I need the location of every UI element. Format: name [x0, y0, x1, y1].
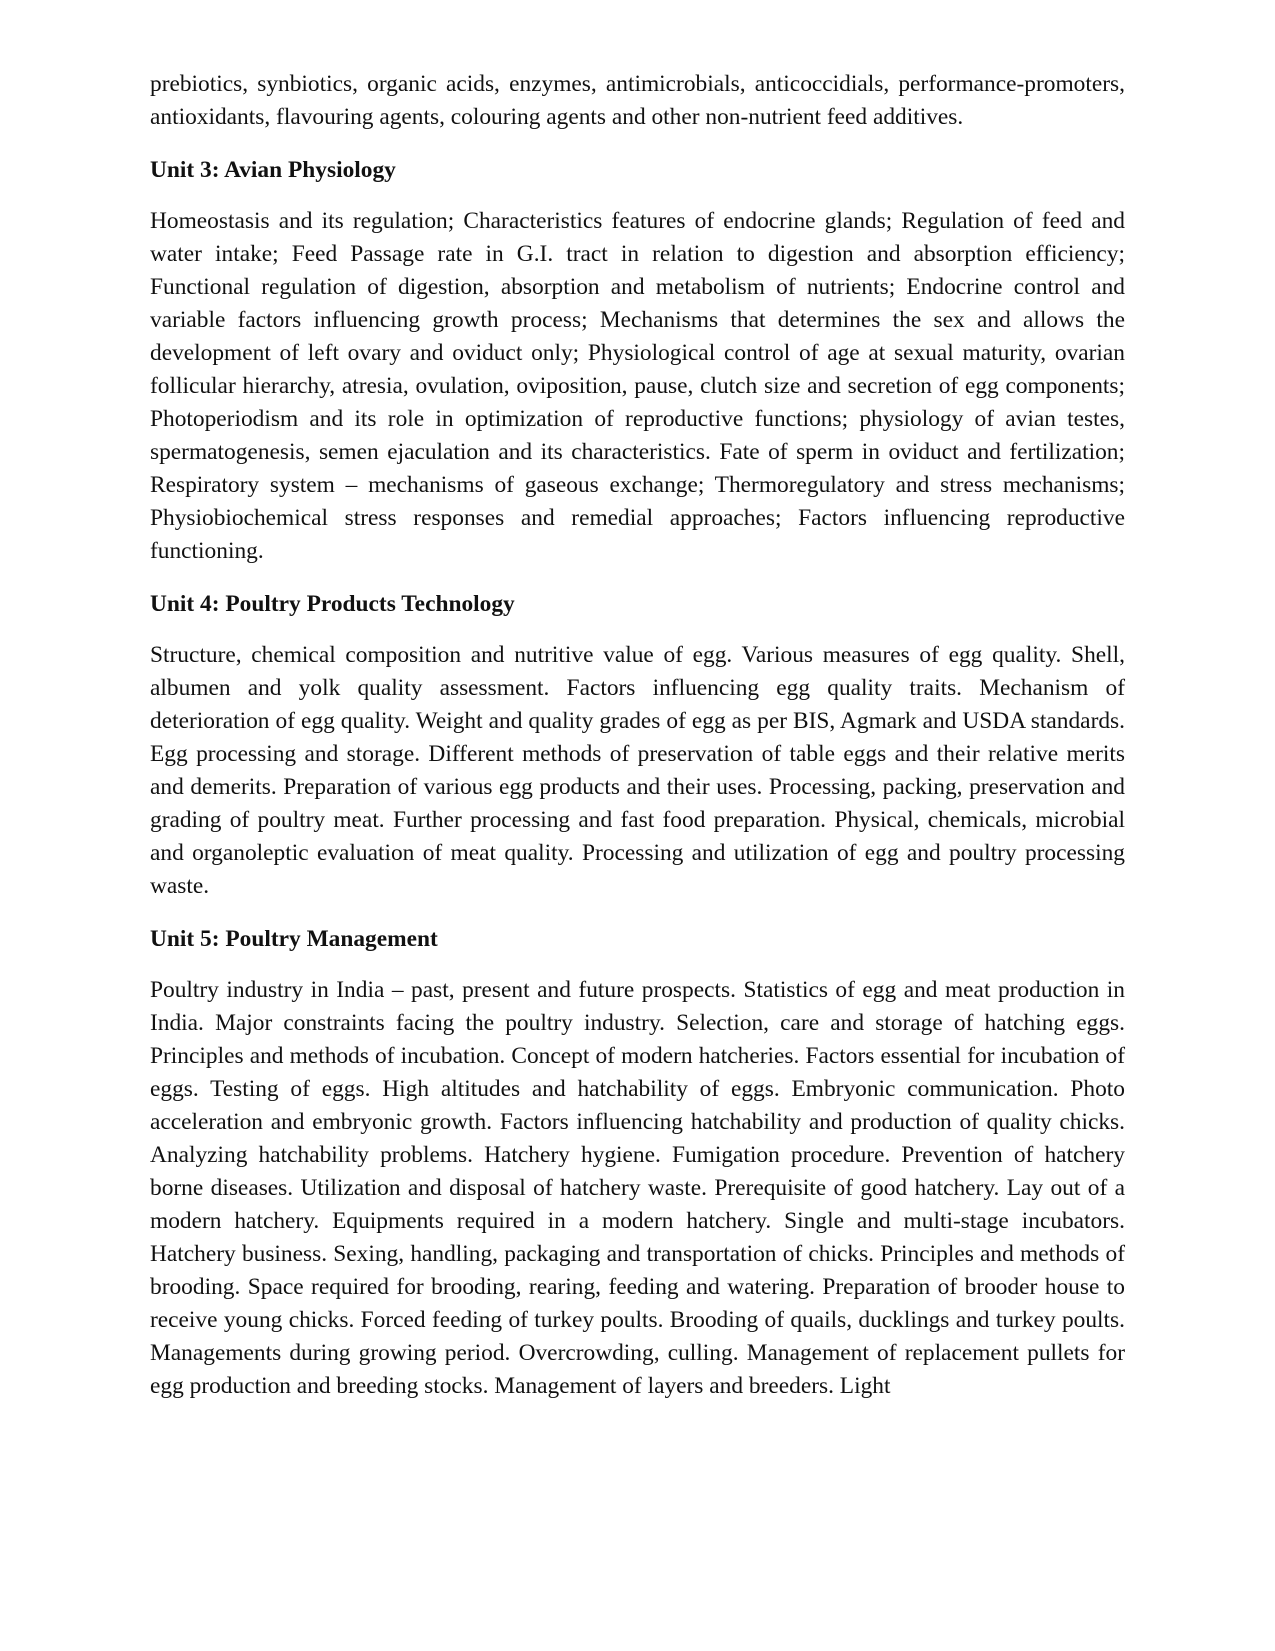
unit-3-body: Homeostasis and its regulation; Characteristics features of endocrine glands; Regulation of feed and water intake; Feed Passage rate in G.I. tract in relation to digestion and absorption efficiency; Functional regulation of digestion, absorption and metabolism of nutrients; Endocrine control and variable factors influencing growth process; Mechanisms that determines the sex and allows the development of left ovary and oviduct only; Physiological control of age at sexual maturity, ovarian follicular hierarchy, atresia, ovulation, oviposition, pause, clutch size and secretion of egg components; Photoperiodism and its role in optimization of reproductive functions; physiology of avian testes, spermatogenesis, semen ejaculation and its characteristics. Fate of sperm in oviduct and fertilization; Respiratory system – mechanisms of gaseous exchange; Thermoregulatory and stress mechanisms; Physiobiochemical stress responses and remedial approaches; Factors influencing reproductive functioning. [150, 208, 1125, 564]
unit-4-heading: Unit 4: Poultry Products Technology [150, 591, 515, 617]
unit-5-heading: Unit 5: Poultry Management [150, 926, 438, 952]
unit-5-body: Poultry industry in India – past, present and future prospects. Statistics of egg and meat production in India. Major constraints facing the poultry industry. Selection, care and storage of hatching eggs. Principles and methods of incubation. Concept of modern hatcheries. Factors essential for incubation of eggs. Testing of eggs. High altitudes and hatchability of eggs. Embryonic communication. Photo acceleration and embryonic growth. Factors influencing hatchability and production of quality chicks. Analyzing hatchability problems. Hatchery hygiene. Fumigation procedure. Prevention of hatchery borne diseases. Utilization and disposal of hatchery waste. Prerequisite of good hatchery. Lay out of a modern hatchery. Equipments required in a modern hatchery. Single and multi-stage incubators. Hatchery business. Sexing, handling, packaging and transportation of chicks. Principles and methods of brooding. Space required for brooding, rearing, feeding and watering. Preparation of brooder house to receive young chicks. Forced feeding of turkey poults. Brooding of quails, ducklings and turkey poults. Managements during growing period. Overcrowding, culling. Management of replacement pullets for egg production and breeding stocks. Management of layers and breeders. Light [150, 977, 1125, 1399]
unit-3-heading: Unit 3: Avian Physiology [150, 157, 396, 183]
unit-4-body: Structure, chemical composition and nutritive value of egg. Various measures of egg quality. Shell, albumen and yolk quality assessment. Factors influencing egg quality traits. Mechanism of deterioration of egg quality. Weight and quality grades of egg as per BIS, Agmark and USDA standards. Egg processing and storage. Different methods of preservation of table eggs and their relative merits and demerits. Preparation of various egg products and their uses. Processing, packing, preservation and grading of poultry meat. Further processing and fast food preparation. Physical, chemicals, microbial and organoleptic evaluation of meat quality. Processing and utilization of egg and poultry processing waste. [150, 642, 1125, 899]
document-page [150, 68, 1125, 1403]
intro-paragraph: prebiotics, synbiotics, organic acids, enzymes, antimicrobials, anticoccidials, performance-promoters, antioxidants, flavouring agents, colouring agents and other non-nutrient feed additives. [150, 71, 1125, 130]
